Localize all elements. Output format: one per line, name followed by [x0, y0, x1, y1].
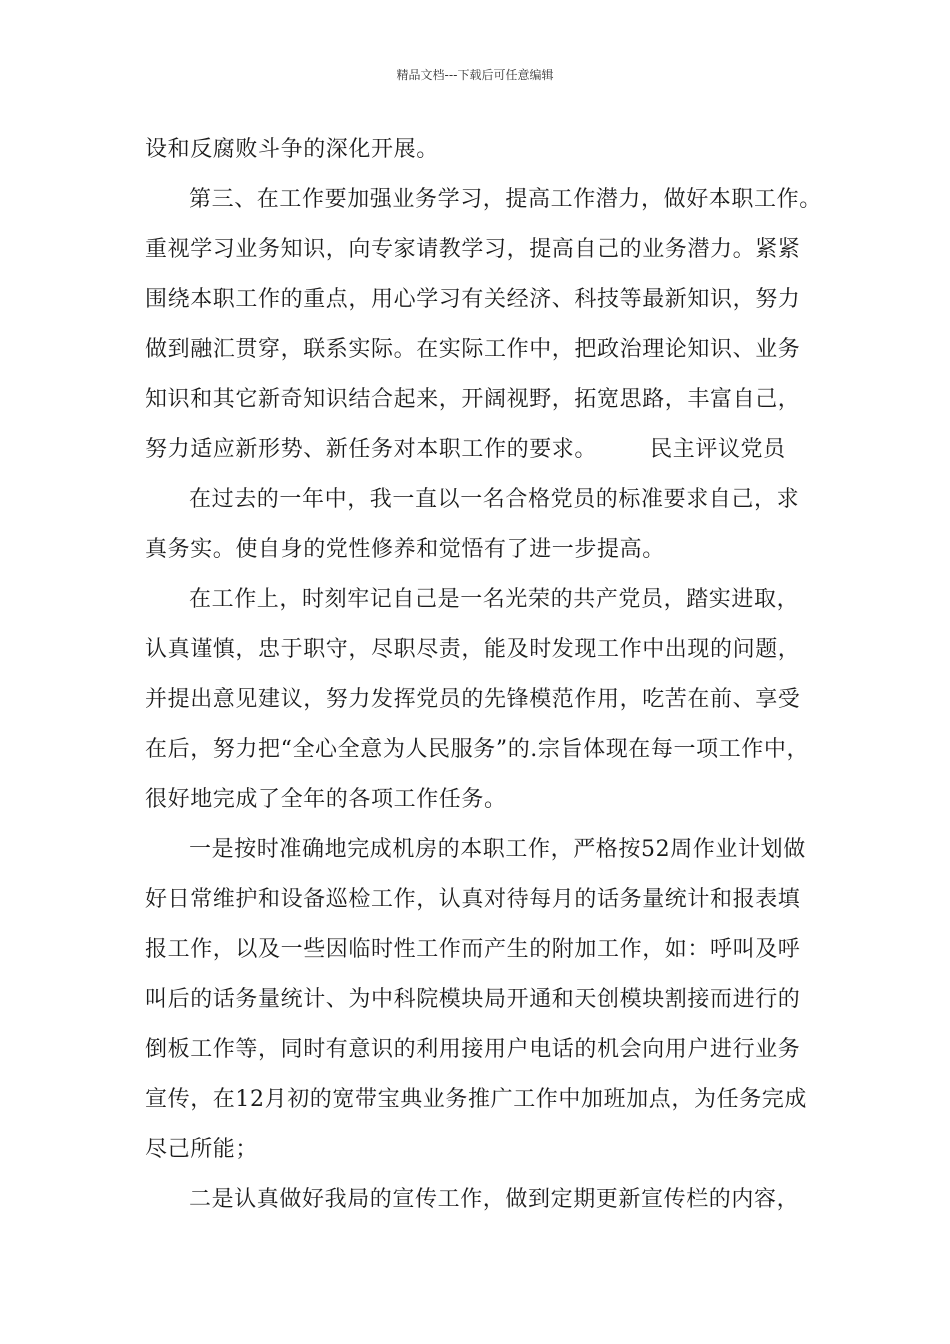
paragraph-first-line: 二是认真做好我局的宣传工作，做到定期更新宣传栏的内容，: [189, 1187, 800, 1212]
document-header: 精品文档---下载后可任意编辑: [396, 68, 554, 82]
text-line: 倒板工作等，同时有意识的利用接用户电话的机会向用户进行业务: [145, 1037, 801, 1062]
text-line: 认真谨慎，忠于职守，尽职尽责，能及时发现工作中出现的问题，: [145, 637, 801, 662]
text-line: 围绕本职工作的重点，用心学习有关经济、科技等最新知识，努力: [145, 287, 801, 312]
text-line: 好日常维护和设备巡检工作，认真对待每月的话务量统计和报表填: [145, 887, 801, 912]
paragraph-first-line: 第三、在工作要加强业务学习，提高工作潜力，做好本职工作。: [189, 187, 822, 212]
text-line: 重视学习业务知识，向专家请教学习，提高自己的业务潜力。紧紧: [145, 237, 801, 262]
text-line: 做到融汇贯穿，联系实际。在实际工作中，把政治理论知识、业务: [145, 337, 801, 362]
text-line: 报工作，以及一些因临时性工作而产生的附加工作，如：呼叫及呼: [145, 937, 801, 962]
text-line: 叫后的话务量统计、为中科院模块局开通和天创模块割接而进行的: [145, 987, 801, 1012]
paragraph-first-line: 在过去的一年中，我一直以一名合格党员的标准要求自己，求: [189, 487, 800, 512]
text-line: 尽己所能；: [145, 1137, 259, 1162]
text-line: 努力适应新形势、新任务对本职工作的要求。 民主评议党员: [145, 437, 786, 462]
text-line: 真务实。使自身的党性修养和觉悟有了进一步提高。: [145, 537, 665, 562]
text-line: 设和反腐败斗争的深化开展。: [145, 137, 439, 162]
text-line: 宣传，在12月初的宽带宝典业务推广工作中加班加点，为任务完成: [145, 1087, 807, 1112]
text-line: 很好地完成了全年的各项工作任务。: [145, 787, 507, 812]
paragraph-first-line: 一是按时准确地完成机房的本职工作，严格按52周作业计划做: [189, 837, 806, 862]
text-line: 在后，努力把“全心全意为人民服务”的.宗旨体现在每一项工作中，: [145, 737, 810, 762]
paragraph-first-line: 在工作上，时刻牢记自己是一名光荣的共产党员，踏实进取，: [189, 587, 800, 612]
text-line: 并提出意见建议，努力发挥党员的先锋模范作用，吃苦在前、享受: [145, 687, 801, 712]
text-line: 知识和其它新奇知识结合起来，开阔视野，拓宽思路，丰富自己，: [145, 387, 801, 412]
